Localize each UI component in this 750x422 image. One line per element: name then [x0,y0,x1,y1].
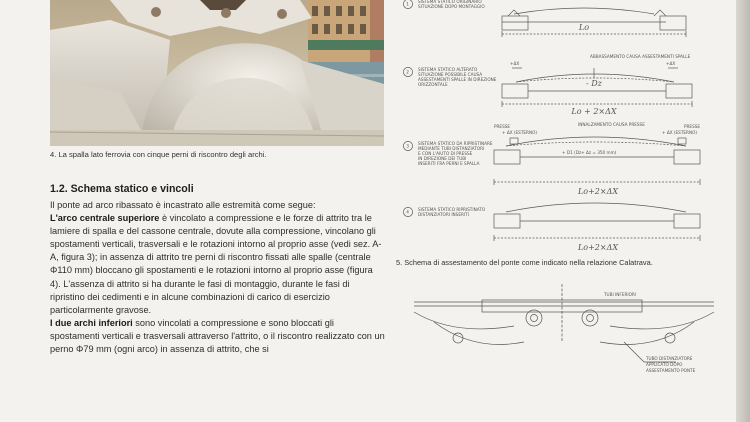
step-2-delta-left: +ΔX [510,61,520,66]
paragraph-intro: Il ponte ad arco ribassato è incastrato alle estremità come segue: [50,200,316,210]
step-3-rise: + D1 (Dz+ Δz = 350 mm) [562,150,617,155]
step-4-note-1: SISTEMA STATICO RIPRISTINATO [418,207,486,212]
figure-6-label-bottom-2: APPLICATO DOPO [646,362,683,367]
step-2-sag: - Dz [586,79,602,88]
step-1-number: 1 [406,1,409,7]
paragraph-lower-arches [50,317,386,356]
step-1-note-1: SISTEMA STATICO ORIGINARIO [418,0,482,4]
lower-arches-lead: I due archi inferiori [50,317,133,328]
step-3-note-4: IN DIREZIONE DEI TUBI [418,156,467,161]
left-column [48,0,388,422]
step-2-settle-label: ABBASSAMENTO CAUSA ASSESTAMENTI SPALLE [590,54,691,59]
figure-5-caption: 5. Schema di assestamento del ponte come indicato nella relazione Calatrava. [396,258,653,267]
step-1-note-2: SITUAZIONE DOPO MONTAGGIO [418,4,485,9]
section-heading: 1.2. Schema statico e vincoli [50,183,194,195]
right-column [394,0,734,422]
body-text [50,199,386,356]
step-4-number: 4 [406,209,409,215]
step-2-number: 2 [406,69,409,75]
step-3-ext-right: + ΔX (ESTERNO) [662,130,698,135]
step-2-note-2: SITUAZIONE POSSIBILE CAUSA [418,72,483,77]
figure-5-diagram [394,0,734,256]
page-edge [736,0,750,422]
step-2-note-1: SISTEMA STATICO ALTERATO [418,67,478,72]
step-3-top-label: INNALZAMENTO CAUSA PRESSE [578,122,645,127]
bridge-abutment-photo [50,0,384,146]
figure-6-label-bottom-3: ASSESTAMENTO PONTE [646,368,696,373]
step-2-span: Lo + 2×ΔX [571,107,617,116]
step-3-span: Lo+2×ΔX [577,187,619,196]
step-4-span: Lo+2×ΔX [577,243,619,252]
figure-4-photo [50,0,384,146]
step-3-note-2: MEDIANTE TUBI DISTANZIATORI [418,146,485,151]
step-1-span: Lo [578,23,590,32]
step-2-note-4: ORIZZONTALE [418,82,448,87]
lower-arches-text: sono vincolati a compressione e sono bloccati gli spostamenti verticali e trasversali attraverso l'attrito, o il riscontro realizzato con un perno Φ79 mm (ogni arco) in assenza di attrito, che si [50,317,385,355]
figure-4-caption: 4. La spalla lato ferrovia con cinque perni di riscontro degli archi. [50,150,267,159]
paragraph-upper-arch [50,212,386,317]
step-3-note-1: SISTEMA STATICO DA RIPRISTINARE [418,141,493,146]
figure-6-label-bottom-1: TUBO DISTANZIATORE [646,356,693,361]
step-2-delta-right: +ΔX [666,61,676,66]
upper-arch-text: è vincolato a compressione e le forze di attrito tra le lamiere di spalla e del cassone centrale, dovute alla compressione, vincolano gli spostamenti verticali, trasversali e le rotazioni intorno al proprio asse (vedi sez. A-A, figura 3); in assenza di attrito tre perni di riscontro fissati alle spalle (centrale Φ110 mm) bloccano gli spostamenti e le rotazioni intorno al proprio asse (figura 4). L'assenza di attrito si ha durante le fasi di montaggio, durante le fasi di ripristino dei cedimenti e in alcune combinazioni di carico di esercizio particolarmente gravose. [50,213,382,315]
step-2-note-3: ASSESTAMENTI SPALLE IN DIREZIONE [418,77,497,82]
step-3-note-5: INSERITI FRA PERNI E SPALLA [418,161,480,166]
upper-arch-lead: L'arco centrale superiore [50,213,160,224]
step-3-jack-right: PRESSE [684,124,701,129]
step-3-ext-left: + ΔX (ESTERNO) [502,130,538,135]
step-3-note-3: E CON L'AIUTO DI PRESSE [418,151,473,156]
figure-6-section-drawing [394,282,734,422]
step-3-number: 3 [406,143,409,149]
step-4-note-2: DISTANZIATORI INSERITI [418,212,469,217]
figure-6-label-top: TUBI INFERIORI [604,292,637,297]
step-3-jack-left: PRESSE [494,124,511,129]
